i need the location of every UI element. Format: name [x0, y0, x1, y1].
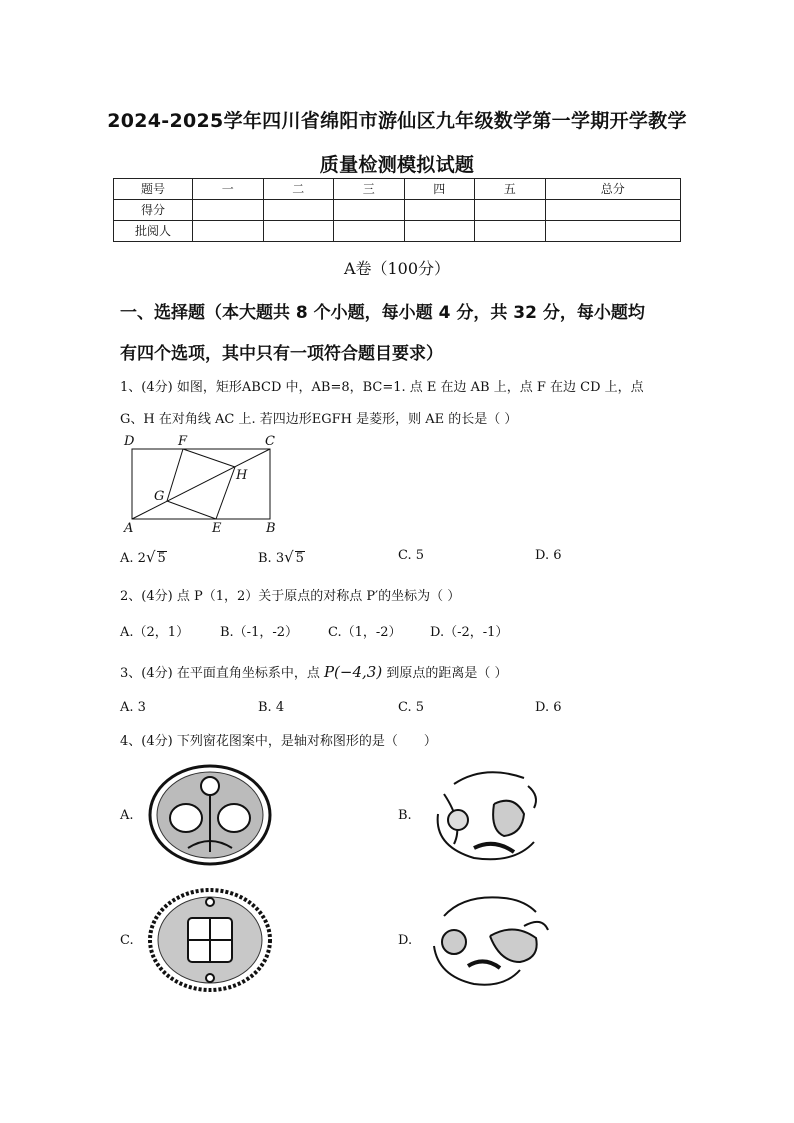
option-value: 5	[415, 548, 425, 563]
score-table-row	[114, 200, 681, 221]
score-header-cell: 四	[404, 179, 475, 200]
score-header-cell: 五	[475, 179, 546, 200]
label-h: H	[236, 468, 248, 483]
score-cell	[334, 221, 405, 242]
score-cell	[545, 221, 681, 242]
score-table-header-row	[114, 179, 681, 200]
label-d: D	[124, 434, 135, 449]
paper-cut-pattern-c[interactable]	[148, 888, 272, 992]
radical-sign-icon: √	[284, 548, 294, 566]
paper-cut-pattern-d[interactable]	[424, 886, 554, 992]
score-header-cell: 总分	[545, 179, 681, 200]
q3-stem	[120, 662, 507, 681]
label-f: F	[178, 434, 188, 449]
q3-option-d[interactable]: D. 6	[535, 700, 562, 715]
label-g: G	[154, 489, 165, 504]
score-header-cell: 二	[263, 179, 334, 200]
section-a-heading: A卷（100分）	[343, 259, 451, 278]
score-cell	[193, 200, 264, 221]
option-radicand: 5	[157, 551, 166, 566]
q2-option-c[interactable]: C.（1，-2）	[328, 625, 402, 640]
paper-cut-pattern-a[interactable]	[148, 764, 272, 866]
score-header-cell: 三	[334, 179, 405, 200]
q3-stem-suffix: 到原点的距离是（ ）	[386, 666, 508, 681]
segment-fg	[167, 449, 183, 501]
q2-stem: 2、(4分) 点 P（1，2）关于原点的对称点 P′的坐标为（ ）	[120, 589, 461, 604]
option-key: A.	[120, 551, 134, 566]
q3-stem-prefix: 3、(4分) 在平面直角坐标系中，点	[120, 666, 320, 681]
section1-heading-line2: 有四个选项，其中只有一项符合题目要求）	[120, 344, 443, 364]
score-cell	[404, 200, 475, 221]
score-cell	[475, 221, 546, 242]
score-cell	[263, 200, 334, 221]
option-coef: 2	[137, 551, 146, 566]
score-cell	[193, 221, 264, 242]
score-cell	[545, 200, 681, 221]
label-e: E	[212, 521, 222, 536]
segment-hf	[183, 449, 235, 467]
label-b: B	[266, 521, 276, 536]
score-table-row	[114, 221, 681, 242]
q1-stem-line2: G、H 在对角线 AC 上. 若四边形EGFH 是菱形，则 AE 的长是（ ）	[120, 412, 518, 427]
q3-option-a[interactable]: A. 3	[120, 700, 146, 715]
score-cell	[334, 200, 405, 221]
score-cell	[475, 200, 546, 221]
q1-option-b[interactable]	[258, 548, 305, 566]
option-key: C.	[398, 548, 412, 563]
score-row-label: 批阅人	[114, 221, 193, 242]
q1-option-d[interactable]	[535, 548, 562, 563]
score-header-cell: 一	[193, 179, 264, 200]
section1-heading-line1: 一、选择题（本大题共 8 个小题，每小题 4 分，共 32 分，每小题均	[120, 303, 645, 323]
paper-cut-pattern-b[interactable]	[424, 764, 548, 866]
q3-option-c[interactable]: C. 5	[398, 700, 425, 715]
q4-option-c-label[interactable]: C.	[120, 933, 134, 948]
q1-stem-line1: 1、(4分) 如图，矩形ABCD 中，AB=8，BC=1. 点 E 在边 AB 上，点 F 在边 CD 上，点	[120, 380, 644, 395]
q1-option-a[interactable]	[120, 548, 167, 566]
score-cell	[404, 221, 475, 242]
q3-option-b[interactable]: B. 4	[258, 700, 285, 715]
option-value: 6	[553, 548, 562, 563]
segment-ge	[167, 501, 216, 519]
q4-option-a-label[interactable]: A.	[120, 808, 134, 823]
option-coef: 3	[275, 551, 285, 566]
label-a: A	[124, 521, 134, 536]
score-header-cell: 题号	[114, 179, 193, 200]
option-key: D.	[535, 548, 550, 563]
q1-option-c[interactable]	[398, 548, 424, 563]
q4-stem: 4、(4分) 下列窗花图案中，是轴对称图形的是（ ）	[120, 734, 437, 749]
diagonal-ac	[132, 449, 270, 519]
q2-option-d[interactable]: D.（-2，-1）	[430, 625, 509, 640]
q2-option-b[interactable]: B.（-1，-2）	[220, 625, 299, 640]
score-cell	[263, 221, 334, 242]
label-c: C	[265, 434, 275, 449]
option-radicand: 5	[295, 551, 304, 566]
radical-sign-icon: √	[145, 548, 156, 566]
q2-option-a[interactable]: A.（2，1）	[120, 625, 190, 640]
q1-rectangle-figure	[118, 432, 288, 536]
q4-option-b-label[interactable]: B.	[398, 808, 412, 823]
exam-title-line2: 质量检测模拟试题	[319, 154, 475, 176]
score-row-label: 得分	[114, 200, 193, 221]
score-table	[113, 178, 681, 242]
exam-title-line1: 2024-2025学年四川省绵阳市游仙区九年级数学第一学期开学教学	[107, 110, 687, 132]
option-key: B.	[258, 551, 272, 566]
q4-option-d-label[interactable]: D.	[398, 933, 413, 948]
q3-point: P(−4,3)	[323, 663, 383, 681]
